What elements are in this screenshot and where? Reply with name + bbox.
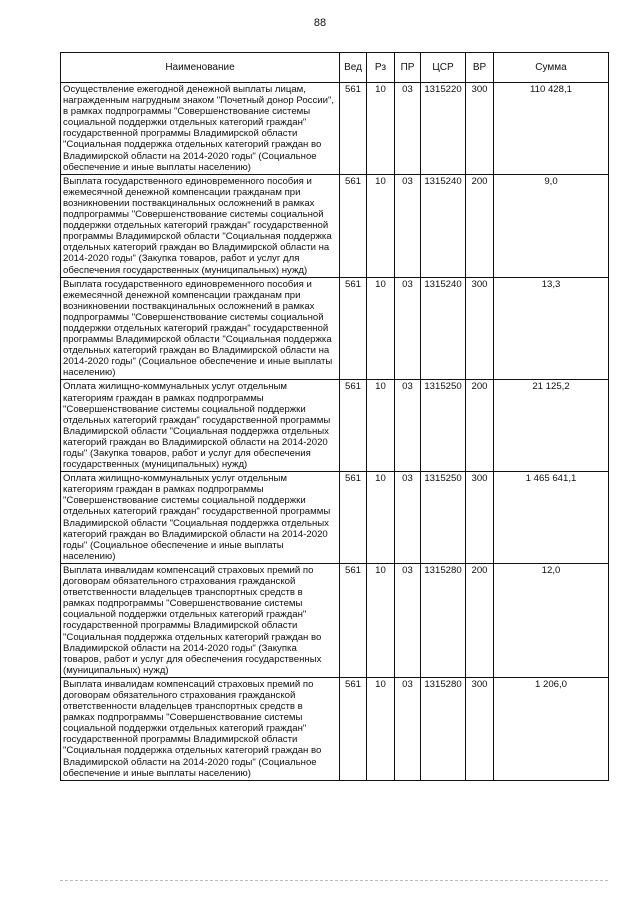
table-row	[61, 472, 609, 564]
cell-sum: 12,0	[494, 563, 609, 677]
cell-vr: 200	[466, 380, 494, 472]
header-csr: ЦСР	[421, 53, 466, 83]
cell-ved: 561	[340, 174, 367, 277]
cell-name: Выплата государственного единовременного пособия и ежемесячной денежной компенсации гражданам при возникновении поствакцинальных осложнений в рамках подпрограммы "Совершенствование системы социальной поддержки отдельных категорий граждан" государственной программы Владимирской области "Социальная поддержка отдельных категорий граждан во Владимирской области на 2014-2020 годы" (Закупка товаров, работ и услуг для обеспечения государственных (муниципальных) нужд)	[61, 174, 340, 277]
cell-pr: 03	[395, 83, 421, 175]
cell-name: Осуществление ежегодной денежной выплаты лицам, награжденным нагрудным знаком "Почетный донор России", в рамках подпрограммы "Совершенствование системы социальной поддержки отдельных категорий граждан" государственной программы Владимирской области "Социальная поддержка отдельных категорий граждан во Владимирской области на 2014-2020 годы" (Социальное обеспечение и иные выплаты населению)	[61, 83, 340, 175]
cell-csr: 1315250	[421, 380, 466, 472]
table-body	[61, 83, 609, 781]
cell-vr: 200	[466, 174, 494, 277]
table-row	[61, 563, 609, 677]
header-row	[61, 53, 609, 83]
table-header	[61, 53, 609, 83]
cell-name: Выплата государственного единовременного пособия и ежемесячной денежной компенсации гражданам при возникновении поствакцинальных осложнений в рамках подпрограммы "Совершенствование системы социальной поддержки отдельных категорий граждан" государственной программы Владимирской области "Социальная поддержка отдельных категорий граждан во Владимирской области на 2014-2020 годы" (Социальное обеспечение и иные выплаты населению)	[61, 277, 340, 380]
cell-vr: 300	[466, 83, 494, 175]
cell-vr: 200	[466, 563, 494, 677]
cell-rz: 10	[367, 677, 395, 780]
table-row	[61, 380, 609, 472]
cell-sum: 1 465 641,1	[494, 472, 609, 564]
cell-vr: 300	[466, 277, 494, 380]
cell-rz: 10	[367, 380, 395, 472]
cell-pr: 03	[395, 277, 421, 380]
cell-sum: 1 206,0	[494, 677, 609, 780]
cell-pr: 03	[395, 677, 421, 780]
cell-name: Выплата инвалидам компенсаций страховых премий по договорам обязательного страхования гражданской ответственности владельцев транспортных средств в рамках подпрограммы "Совершенствование системы социальной поддержки отдельных категорий граждан" государственной программы Владимирской области "Социальная поддержка отдельных категорий граждан во Владимирской области на 2014-2020 годы" (Закупка товаров, работ и услуг для обеспечения государственных (муниципальных) нужд)	[61, 563, 340, 677]
table-row	[61, 83, 609, 175]
page-number: 88	[313, 17, 327, 29]
cell-rz: 10	[367, 277, 395, 380]
cell-sum: 9,0	[494, 174, 609, 277]
cell-rz: 10	[367, 563, 395, 677]
cell-ved: 561	[340, 677, 367, 780]
cell-pr: 03	[395, 472, 421, 564]
cell-sum: 110 428,1	[494, 83, 609, 175]
cell-csr: 1315220	[421, 83, 466, 175]
table-row	[61, 174, 609, 277]
scan-edge-divider	[60, 880, 608, 881]
cell-sum: 13,3	[494, 277, 609, 380]
cell-csr: 1315280	[421, 677, 466, 780]
cell-name: Оплата жилищно-коммунальных услуг отдельным категориям граждан в рамках подпрограммы "Совершенствование системы социальной поддержки отдельных категорий граждан" государственной программы Владимирской области "Социальная поддержка отдельных категорий граждан во Владимирской области на 2014-2020 годы" (Социальное обеспечение и иные выплаты населению)	[61, 472, 340, 564]
cell-vr: 300	[466, 677, 494, 780]
cell-vr: 300	[466, 472, 494, 564]
table-row	[61, 277, 609, 380]
cell-csr: 1315240	[421, 174, 466, 277]
cell-rz: 10	[367, 472, 395, 564]
budget-table	[60, 52, 609, 781]
header-sum: Сумма	[494, 53, 609, 83]
table-row	[61, 677, 609, 780]
cell-rz: 10	[367, 174, 395, 277]
cell-csr: 1315250	[421, 472, 466, 564]
header-vr: ВР	[466, 53, 494, 83]
cell-name: Оплата жилищно-коммунальных услуг отдельным категориям граждан в рамках подпрограммы "Совершенствование системы социальной поддержки отдельных категорий граждан" государственной программы Владимирской области "Социальная поддержка отдельных категорий граждан во Владимирской области на 2014-2020 годы" (Закупка товаров, работ и услуг для обеспечения государственных (муниципальных) нужд)	[61, 380, 340, 472]
cell-ved: 561	[340, 380, 367, 472]
header-rz: Рз	[367, 53, 395, 83]
cell-name: Выплата инвалидам компенсаций страховых премий по договорам обязательного страхования гражданской ответственности владельцев транспортных средств в рамках подпрограммы "Совершенствование системы социальной поддержки отдельных категорий граждан" государственной программы Владимирской области "Социальная поддержка отдельных категорий граждан во Владимирской области на 2014-2020 годы" (Социальное обеспечение и иные выплаты населению)	[61, 677, 340, 780]
header-pr: ПР	[395, 53, 421, 83]
cell-ved: 561	[340, 563, 367, 677]
cell-pr: 03	[395, 563, 421, 677]
cell-pr: 03	[395, 174, 421, 277]
cell-csr: 1315280	[421, 563, 466, 677]
cell-ved: 561	[340, 277, 367, 380]
cell-pr: 03	[395, 380, 421, 472]
cell-sum: 21 125,2	[494, 380, 609, 472]
header-ved: Вед	[340, 53, 367, 83]
cell-rz: 10	[367, 83, 395, 175]
cell-ved: 561	[340, 472, 367, 564]
header-name: Наименование	[61, 53, 340, 83]
cell-csr: 1315240	[421, 277, 466, 380]
cell-ved: 561	[340, 83, 367, 175]
